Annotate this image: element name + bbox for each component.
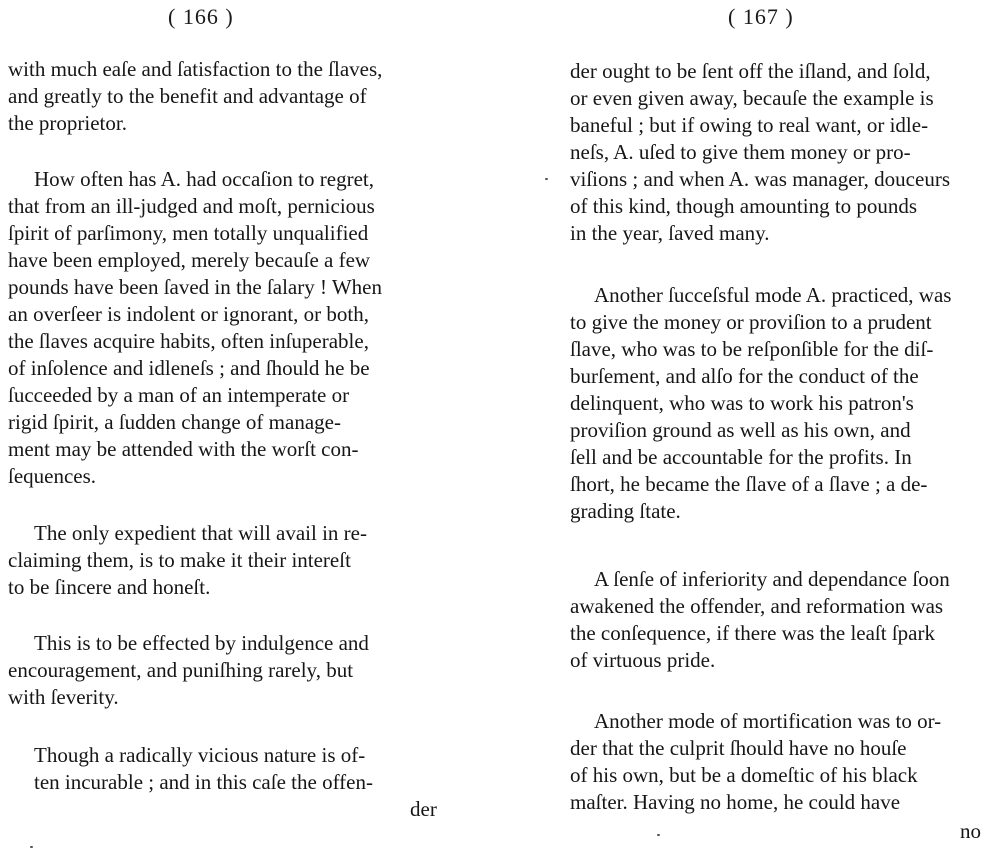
text-line: ment may be attended with the worſt con- [8,437,359,461]
ink-speck [545,178,548,180]
text-line: of inſolence and idleneſs ; and ſhould he be [8,356,370,380]
text-line: of this kind, though amounting to pounds [570,194,918,218]
text-line: encouragement, and puniſhing rarely, but [8,658,354,682]
ink-speck [30,846,33,848]
text-line: delinquent, who was to work his patron's [570,391,914,415]
text-line: with ſeverity. [8,685,119,709]
text-line: ſhort, he became the ſlave of a ſlave ; a de- [570,472,928,496]
text-line: proviſion ground as well as his own, and [570,418,911,442]
text-line: that from an ill-judged and moſt, pernicious [8,194,375,218]
text-line: A ſenſe of inferiority and dependance ſoon [594,567,950,591]
right-page [530,0,1000,852]
text-line: of his own, but be a domeſtic of his black [570,763,918,787]
text-line: to give the money or proviſion to a prudent [570,310,932,334]
text-line: claiming them, is to make it their intereſt [8,548,351,572]
text-line: of virtuous pride. [570,648,716,672]
text-line: ſequences. [8,464,97,488]
catchword: der [410,797,437,821]
page-number: ( 166 ) [168,4,234,29]
text-line: der that the culprit ſhould have no houſe [570,736,907,760]
text-line: burſement, and alſo for the conduct of the [570,364,919,388]
text-line: Though a radically vicious nature is of- [34,743,366,767]
text-line: pounds have been ſaved in the ſalary ! When [8,275,382,299]
text-line: baneful ; but if owing to real want, or idle- [570,113,929,137]
text-line: The only expedient that will avail in re- [34,521,367,545]
text-line: Another mode of mortification was to or- [594,709,942,733]
text-line: awakened the offender, and reformation was [570,594,944,618]
text-line: the ſlaves acquire habits, often inſuperable, [8,329,369,353]
text-line: This is to be effected by indulgence and [34,631,369,655]
text-line: an overſeer is indolent or ignorant, or both, [8,302,369,326]
text-line: ſlave, who was to be reſponſible for the diſ- [570,337,934,361]
left-page [0,0,470,852]
text-line: and greatly to the benefit and advantage of [8,84,367,108]
text-line: ſell and be accountable for the profits. In [570,445,912,469]
text-line: with much eaſe and ſatisfaction to the ſlaves, [8,57,383,81]
text-line: the proprietor. [8,111,127,135]
text-line: maſter. Having no home, he could have [570,790,901,814]
catchword: no [960,819,981,843]
page-number: ( 167 ) [728,4,794,29]
text-line: Another ſucceſsful mode A. practiced, was [594,283,952,307]
text-line: or even given away, becauſe the example is [570,86,934,110]
text-line: ſucceeded by a man of an intemperate or [8,383,350,407]
text-line: der ought to be ſent off the iſland, and ſold, [570,59,931,83]
text-line: grading ſtate. [570,499,681,523]
text-line: viſions ; and when A. was manager, douceurs [570,167,950,191]
text-line: to be ſincere and honeſt. [8,575,211,599]
text-line: rigid ſpirit, a ſudden change of manage- [8,410,341,434]
text-line: neſs, A. uſed to give them money or pro- [570,140,911,164]
text-line: in the year, ſaved many. [570,221,770,245]
text-line: ten incurable ; and in this caſe the offen- [34,770,373,794]
ink-speck [657,834,660,836]
text-line: How often has A. had occaſion to regret, [34,167,374,191]
text-line: have been employed, merely becauſe a few [8,248,371,272]
text-line: ſpirit of parſimony, men totally unqualified [8,221,369,245]
text-line: the conſequence, if there was the leaſt ſpark [570,621,935,645]
